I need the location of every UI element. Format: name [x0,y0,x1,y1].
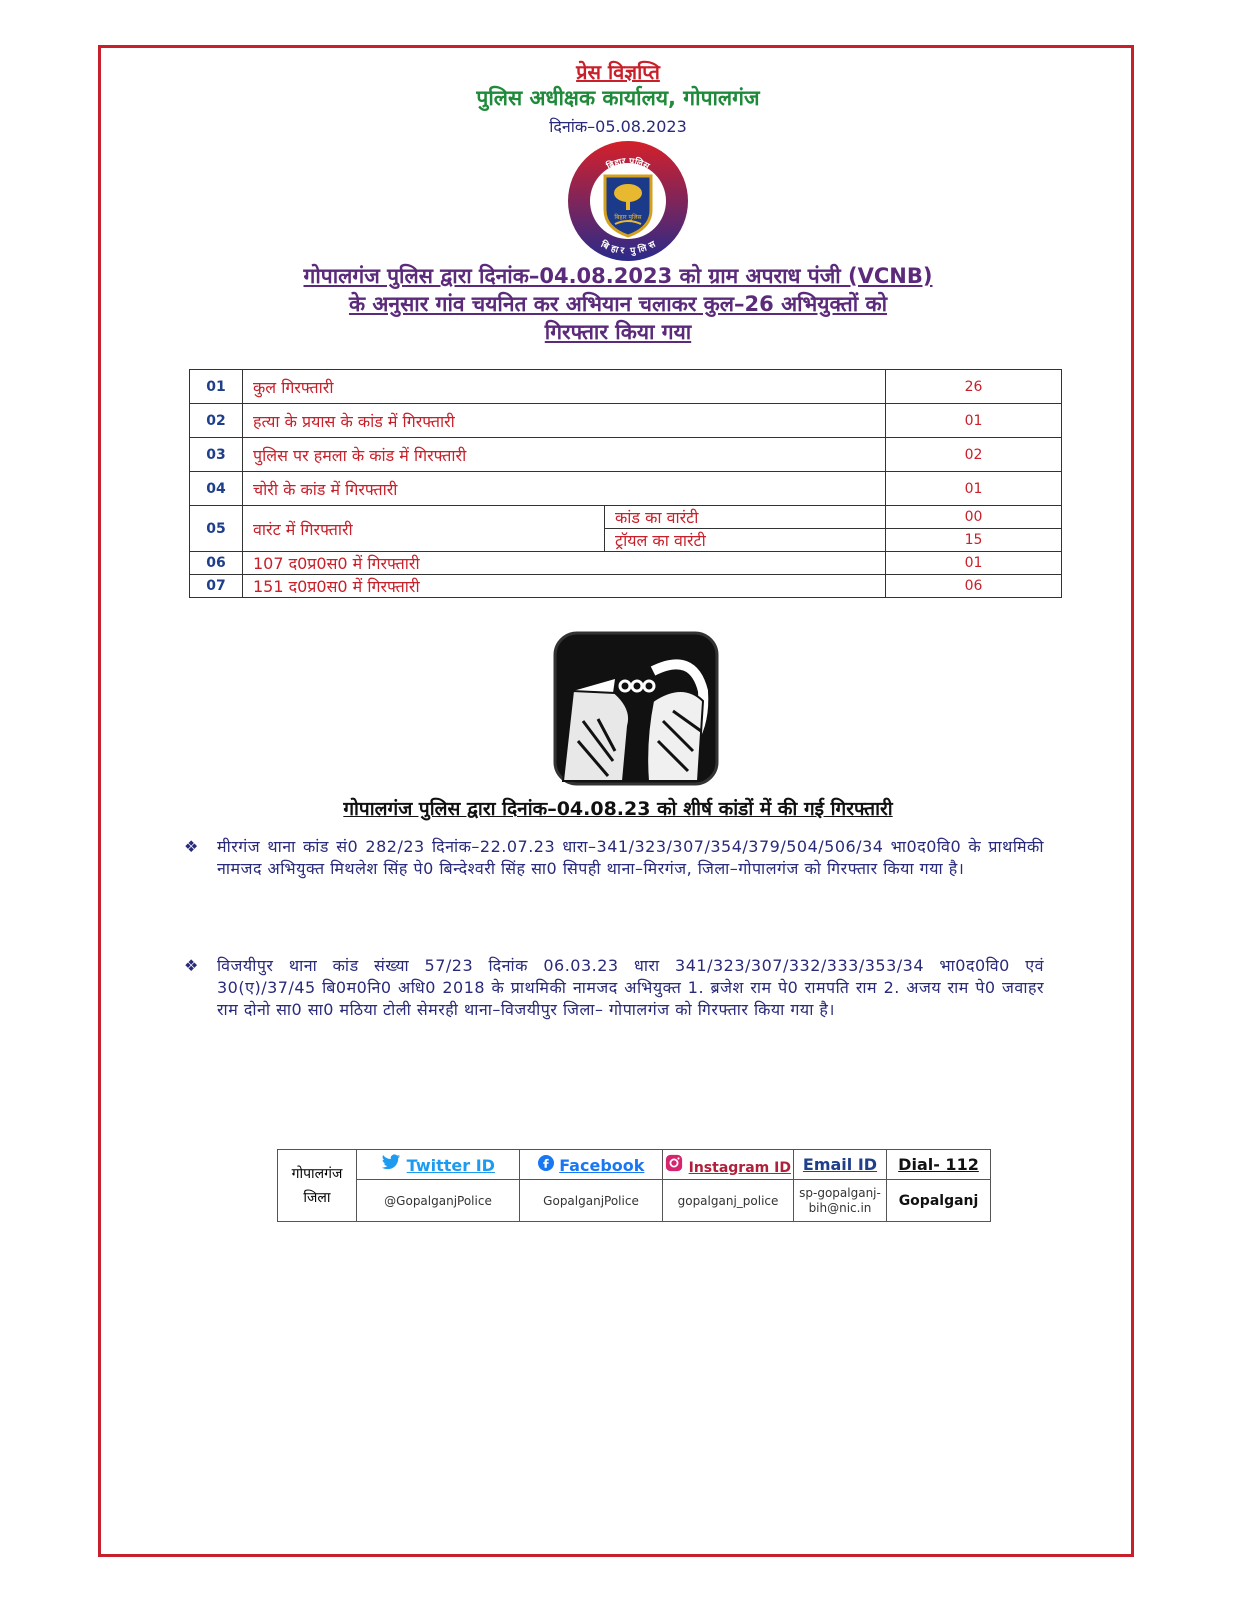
logo-top-text: बिहार पुलिस [605,156,651,173]
email-header[interactable] [794,1150,887,1180]
row-number: 07 [190,575,243,598]
row-label: हत्या के प्रयास के कांड में गिरफ्तारी [243,404,886,438]
row-label: चोरी के कांड में गिरफ्तारी [243,472,886,506]
instagram-icon [665,1157,689,1176]
row-value: 26 [886,370,1062,404]
row-value: 01 [886,552,1062,575]
row-value: 06 [886,575,1062,598]
row-value: 15 [886,529,1062,552]
list-item [184,955,1044,1021]
row-number: 04 [190,472,243,506]
case-details: मीरगंज थाना कांड सं0 282/23 दिनांक–22.07.23 धारा–341/323/307/354/379/504/506/34 भा0द0वि0 के प्राथमिकी नामजद अभियुक्त मिथलेश सिंह पे0 बिन्देश्वरी सिंह सा0 सिपही थाना–मिरगंज, जिला–गोपालगंज को गिरफ्तार किया गया है। [217,837,1044,878]
bihar-police-logo [565,138,691,264]
row-number: 02 [190,404,243,438]
row-number: 06 [190,552,243,575]
section-subheading: गोपालगंज पुलिस द्वारा दिनांक–04.08.23 को शीर्ष कांडों में की गई गिरफ्तारी [343,798,893,820]
table-row [190,506,1062,529]
headline-line-2: के अनुसार गांव चयनित कर अभियान चलाकर कुल–26 अभियुक्तों को [348,292,888,316]
email-address[interactable]: sp-gopalganj- bih@nic.in [794,1180,887,1222]
email-label: Email ID [802,1155,878,1174]
table-row [190,370,1062,404]
warrant-sub-label: कांड का वारंटी [605,506,886,529]
headline [0,262,1236,346]
press-release-title: प्रेस विज्ञप्ति [576,60,660,84]
row-label: 107 द0प्र0स0 में गिरफ्तारी [243,552,886,575]
table-row [190,472,1062,506]
twitter-label: Twitter ID [406,1156,495,1175]
social-media-table [277,1149,991,1222]
twitter-header[interactable] [357,1150,520,1180]
district-label: गोपालगंज जिला [278,1150,357,1222]
row-value: 01 [886,472,1062,506]
row-number: 03 [190,438,243,472]
headline-line-3: गिरफ्तार किया गया [544,320,692,344]
table-row [190,404,1062,438]
instagram-label: Instagram ID [688,1159,791,1176]
office-name: पुलिस अधीक्षक कार्यालय, गोपालगंज [476,86,760,110]
row-label: वारंट में गिरफ्तारी [243,506,605,552]
bullet-diamond-icon: ❖ [184,956,199,975]
facebook-header[interactable] [520,1150,663,1180]
facebook-label: Facebook [559,1155,645,1175]
table-row [190,438,1062,472]
dial-location: Gopalganj [887,1180,991,1222]
headline-line-1: गोपालगंज पुलिस द्वारा दिनांक–04.08.2023 को ग्राम अपराध पंजी (VCNB) [303,264,933,288]
warrant-sub-label: ट्रॉयल का वारंटी [605,529,886,552]
table-row [190,552,1062,575]
row-label: कुल गिरफ्तारी [243,370,886,404]
facebook-icon [538,1156,560,1175]
logo-bottom-text: बिहार पुलिस [598,239,658,257]
dial-header[interactable] [887,1150,991,1180]
handcuffs-icon [553,631,719,786]
facebook-handle[interactable]: GopalganjPolice [520,1180,663,1222]
case-details: विजयीपुर थाना कांड संख्या 57/23 दिनांक 06.03.23 धारा 341/323/307/332/333/353/34 भा0द0वि0 एवं 30(ए)/37/45 बि0म0नि0 अधि0 2018 के प्राथमिकी नामजद अभियुक्त 1. ब्रजेश राम पे0 रामपति राम 2. अजय राम पे0 जवाहर राम दोनो सा0 सा0 मठिया टोली सेमरही थाना–विजयीपुर जिला– गोपालगंज को गिरफ्तार किया गया है। [217,956,1044,1019]
row-value: 00 [886,506,1062,529]
list-item [184,836,1044,880]
row-value: 02 [886,438,1062,472]
release-date: दिनांक–05.08.2023 [549,117,687,136]
instagram-header[interactable] [663,1150,794,1180]
twitter-icon [381,1156,407,1175]
dial-label: Dial- 112 [898,1155,979,1174]
instagram-handle[interactable]: gopalganj_police [663,1180,794,1222]
row-number: 01 [190,370,243,404]
row-number: 05 [190,506,243,552]
row-value: 01 [886,404,1062,438]
table-row [190,575,1062,598]
logo-inner-text: बिहार पुलिस [614,214,642,221]
arrest-stats-table [189,369,1062,598]
twitter-handle[interactable]: @GopalganjPolice [357,1180,520,1222]
row-label: पुलिस पर हमला के कांड में गिरफ्तारी [243,438,886,472]
bullet-diamond-icon: ❖ [184,837,199,856]
row-label: 151 द0प्र0स0 में गिरफ्तारी [243,575,886,598]
